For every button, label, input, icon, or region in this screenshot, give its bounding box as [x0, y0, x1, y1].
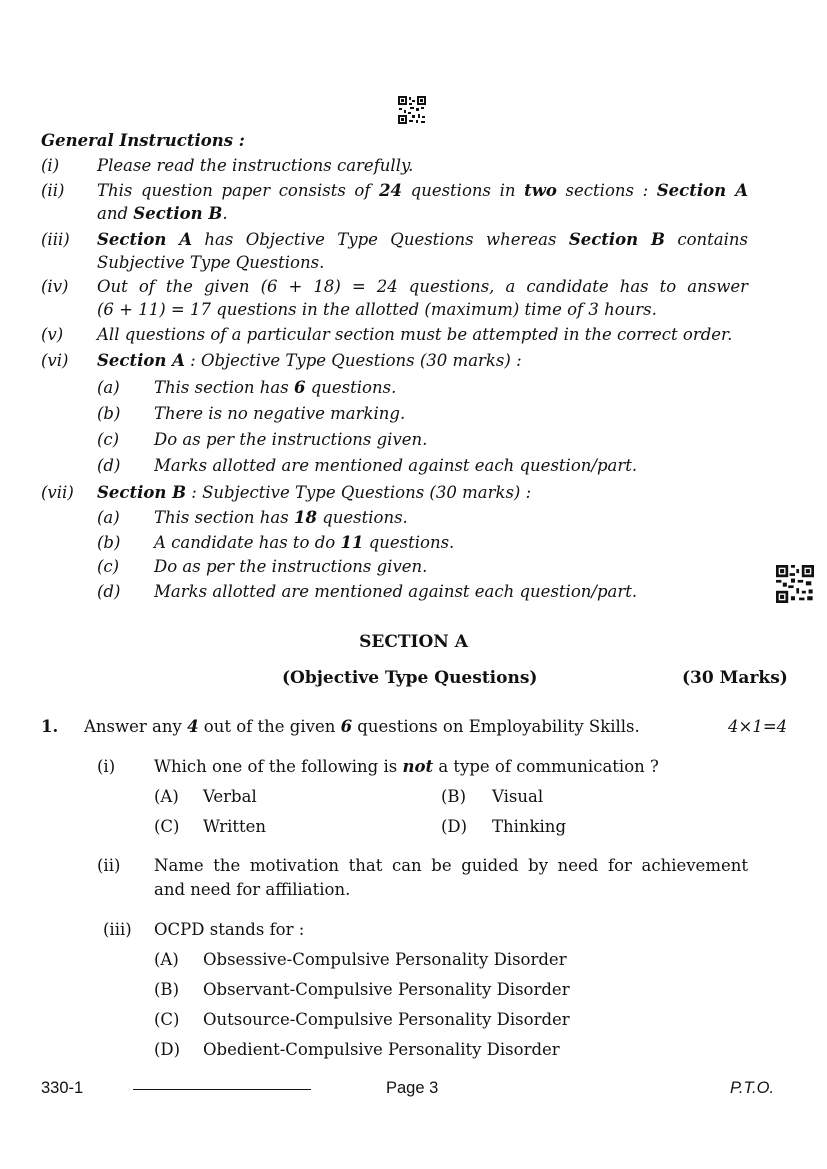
- qr-code-side: [776, 565, 814, 603]
- option-label: (D): [154, 1040, 181, 1059]
- option-text: Thinking: [492, 817, 567, 836]
- sub-question-text: OCPD stands for :: [154, 920, 305, 939]
- instruction-text-cont: and Section B.: [97, 204, 228, 223]
- instruction-number: (iii): [41, 230, 70, 249]
- page-number: Page 3: [386, 1079, 439, 1097]
- instruction-number: (vi): [41, 351, 69, 370]
- sub-question-number: (iii): [103, 920, 132, 939]
- instruction-number: (i): [41, 156, 60, 175]
- instruction-text: All questions of a particular section must be attempted in the correct order.: [97, 325, 733, 344]
- sub-instruction-number: (b): [97, 533, 121, 552]
- instruction-text: Please read the instructions carefully.: [97, 156, 414, 175]
- sub-instruction-text: Do as per the instructions given.: [154, 430, 428, 449]
- sub-instruction-number: (c): [97, 430, 120, 449]
- sub-instruction-text: A candidate has to do 11 questions.: [154, 533, 455, 552]
- instruction-text-cont: (6 + 11) = 17 questions in the allotted (maximum) time of 3 hours.: [97, 300, 657, 319]
- sub-instruction-text: Do as per the instructions given.: [154, 557, 428, 576]
- question-marks: 4×1=4: [728, 717, 788, 736]
- instruction-text: Section A has Objective Type Questions whereas Section B contains: [97, 230, 749, 249]
- question-text: Answer any 4 out of the given 6 questions on Employability Skills.: [84, 717, 640, 736]
- option-text: Visual: [492, 787, 544, 806]
- sub-instruction-number: (b): [97, 404, 121, 423]
- option-label: (B): [441, 787, 466, 806]
- footer-divider: [133, 1089, 311, 1090]
- section-subtitle: (Objective Type Questions): [282, 668, 538, 688]
- sub-question-text-cont: and need for affiliation.: [154, 880, 351, 899]
- sub-question-text: Which one of the following is not a type of communication ?: [154, 757, 659, 776]
- option-label: (C): [154, 1010, 180, 1029]
- section-title: SECTION A: [359, 632, 468, 652]
- sub-instruction-number: (c): [97, 557, 120, 576]
- instruction-number: (vii): [41, 483, 74, 502]
- instruction-text: Section A : Objective Type Questions (30 marks) :: [97, 351, 522, 370]
- sub-instruction-text: This section has 18 questions.: [154, 508, 408, 527]
- sub-instruction-number: (d): [97, 582, 121, 601]
- qr-code-top: [398, 96, 426, 124]
- sub-instruction-text: Marks allotted are mentioned against each question/part.: [154, 582, 638, 601]
- sub-instruction-text: There is no negative marking.: [154, 404, 406, 423]
- option-text: Obedient-Compulsive Personality Disorder: [203, 1040, 560, 1059]
- sub-instruction-text: Marks allotted are mentioned against each question/part.: [154, 456, 638, 475]
- instructions-heading: General Instructions :: [41, 131, 245, 150]
- option-text: Verbal: [203, 787, 257, 806]
- paper-code: 330-1: [41, 1079, 84, 1097]
- instruction-text: Out of the given (6 + 18) = 24 questions, a candidate has to answer: [97, 277, 748, 296]
- option-label: (A): [154, 787, 179, 806]
- option-text: Observant-Compulsive Personality Disorder: [203, 980, 570, 999]
- instruction-number: (iv): [41, 277, 69, 296]
- sub-question-number: (i): [97, 757, 116, 776]
- section-marks: (30 Marks): [682, 668, 788, 688]
- option-text: Written: [203, 817, 267, 836]
- instruction-text: Section B : Subjective Type Questions (30 marks) :: [97, 483, 532, 502]
- option-label: (B): [154, 980, 179, 999]
- option-text: Outsource-Compulsive Personality Disorder: [203, 1010, 570, 1029]
- option-text: Obsessive-Compulsive Personality Disorder: [203, 950, 567, 969]
- sub-instruction-text: This section has 6 questions.: [154, 378, 397, 397]
- sub-instruction-number: (a): [97, 508, 120, 527]
- sub-instruction-number: (d): [97, 456, 121, 475]
- instruction-text: This question paper consists of 24 questions in two sections : Section A: [97, 181, 748, 200]
- instruction-number: (ii): [41, 181, 65, 200]
- sub-question-number: (ii): [97, 856, 121, 875]
- option-label: (D): [441, 817, 468, 836]
- sub-question-text: Name the motivation that can be guided by need for achievement: [154, 856, 748, 875]
- instruction-text-cont: Subjective Type Questions.: [97, 253, 325, 272]
- please-turn-over: P.T.O.: [730, 1079, 775, 1097]
- option-label: (A): [154, 950, 179, 969]
- sub-instruction-number: (a): [97, 378, 120, 397]
- question-number: 1.: [41, 717, 59, 736]
- option-label: (C): [154, 817, 180, 836]
- instruction-number: (v): [41, 325, 64, 344]
